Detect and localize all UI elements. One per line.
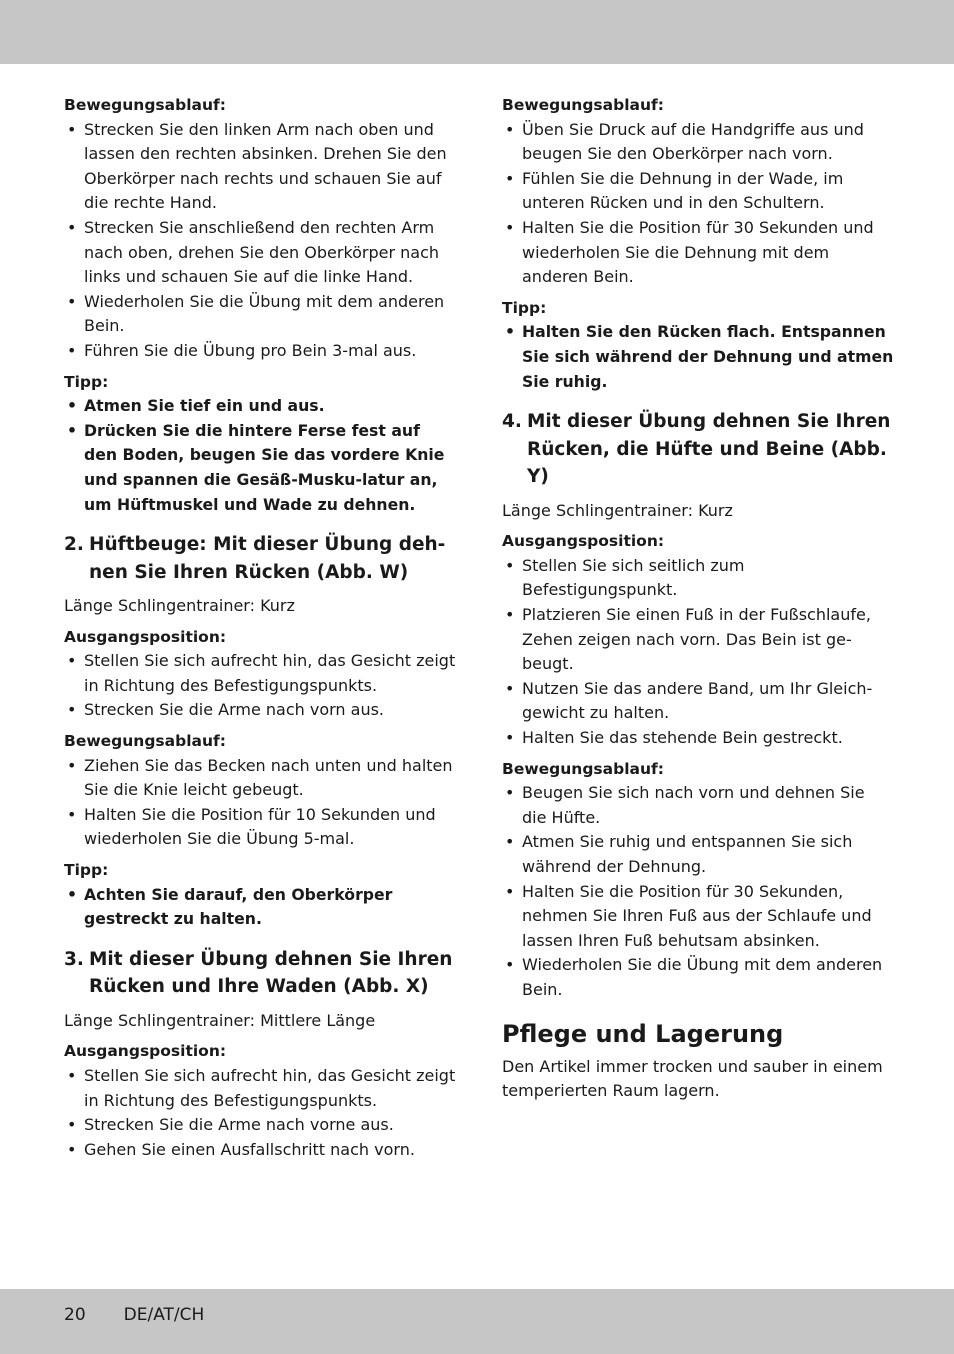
page-footer [64,1303,204,1327]
section-heading-3 [64,946,456,1001]
right-column [502,93,894,1104]
start-position-label: Ausgangsposition: [502,532,665,551]
section-number: 2. [64,534,84,556]
start-position-label: Ausgangsposition: [64,1042,227,1061]
list-item: • Platzieren Sie einen Fuß in der Fußschlaufe, Zehen zeigen nach vorn. Das Bein ist ge-beugt. [502,603,894,677]
list-item: • Gehen Sie einen Ausfallschritt nach vorn. [64,1138,456,1163]
list-item: • Strecken Sie anschließend den rechten Arm nach oben, drehen Sie den Oberkörper nach links und schauen Sie auf die linke Hand. [64,216,456,290]
list-item: • Atmen Sie tief ein und aus. [64,394,456,419]
list-item: • Strecken Sie die Arme nach vorn aus. [64,698,456,723]
language-code: DE/AT/CH [123,1305,205,1325]
section-number: 3. [64,948,84,970]
tip-label: Tipp: [64,372,109,391]
header-band [0,0,954,64]
list-item: • Fühlen Sie die Dehnung in der Wade, im unteren Rücken und in den Schultern. [502,167,894,216]
list-item: • Atmen Sie ruhig und entspannen Sie sich während der Dehnung. [502,830,894,879]
trainer-length: Länge Schlingentrainer: Kurz [502,500,733,520]
list-item: • Beugen Sie sich nach vorn und dehnen Sie die Hüfte. [502,781,894,830]
movement-list [502,781,894,1002]
tip-list [64,394,456,517]
list-item: • Stellen Sie sich aufrecht hin, das Gesicht zeigt in Richtung des Befestigungspunkts. [64,649,456,698]
trainer-length: Länge Schlingentrainer: Mittlere Länge [64,1010,376,1030]
list-item: • Halten Sie die Position für 10 Sekunden und wiederholen Sie die Übung 5-mal. [64,803,456,852]
trainer-length: Länge Schlingentrainer: Kurz [64,596,295,616]
list-item: • Stellen Sie sich seitlich zum Befestigungspunkt. [502,554,894,603]
list-item: • Wiederholen Sie die Übung mit dem anderen Bein. [502,953,894,1002]
tip-list [502,320,894,394]
movement-list [64,118,456,364]
list-item: • Stellen Sie sich aufrecht hin, das Gesicht zeigt in Richtung des Befestigungspunkts. [64,1064,456,1113]
section-title: Hüftbeuge: Mit dieser Übung deh-nen Sie Ihren Rücken (Abb. W) [89,534,446,583]
list-item: • Halten Sie die Position für 30 Sekunden und wiederholen Sie die Dehnung mit dem anderen Bein. [502,216,894,290]
list-item: • Halten Sie den Rücken flach. Entspannen Sie sich während der Dehnung und atmen Sie ruhig. [502,320,894,394]
movement-label: Bewegungsablauf: [502,759,664,778]
movement-label: Bewegungsablauf: [64,732,226,751]
section-number: 4. [502,411,522,433]
section-heading-4 [502,408,894,491]
movement-list [64,754,456,852]
care-text: Den Artikel immer trocken und sauber in einem temperierten Raum lagern. [502,1056,883,1101]
movement-label: Bewegungsablauf: [502,96,664,114]
page-number: 20 [64,1305,86,1325]
list-item: • Halten Sie die Position für 30 Sekunden, nehmen Sie Ihren Fuß aus der Schlaufe und lassen Ihren Fuß behutsam absinken. [502,880,894,954]
movement-list [502,118,894,290]
tip-label: Tipp: [64,861,109,880]
section-title: Mit dieser Übung dehnen Sie Ihren Rücken und Ihre Waden (Abb. X) [89,948,453,998]
tip-label: Tipp: [502,298,547,317]
tip-list [64,883,456,932]
list-item: • Drücken Sie die hintere Ferse fest auf den Boden, beugen Sie das vordere Knie und spannen die Gesäß-Musku-latur an, um Hüftmuskel und Wade zu dehnen. [64,419,456,517]
movement-label: Bewegungsablauf: [64,96,226,114]
list-item: • Achten Sie darauf, den Oberkörper gestreckt zu halten. [64,883,456,932]
start-position-list [64,1064,456,1162]
list-item: • Wiederholen Sie die Übung mit dem anderen Bein. [64,290,456,339]
list-item: • Ziehen Sie das Becken nach unten und halten Sie die Knie leicht gebeugt. [64,754,456,803]
section-title: Mit dieser Übung dehnen Sie Ihren Rücken, die Hüfte und Beine (Abb. Y) [527,411,891,488]
start-position-list [64,649,456,723]
list-item: • Führen Sie die Übung pro Bein 3-mal aus. [64,339,456,364]
start-position-label: Ausgangsposition: [64,627,227,646]
section-heading-2 [64,531,456,586]
list-item: • Halten Sie das stehende Bein gestreckt. [502,726,894,751]
start-position-list [502,554,894,751]
list-item: • Nutzen Sie das andere Band, um Ihr Gleich-gewicht zu halten. [502,677,894,726]
list-item: • Üben Sie Druck auf die Handgriffe aus und beugen Sie den Oberkörper nach vorn. [502,118,894,167]
left-column [64,93,456,1162]
list-item: • Strecken Sie den linken Arm nach oben und lassen den rechten absinken. Drehen Sie den Oberkörper nach rechts und schauen Sie auf die rechte Hand. [64,118,456,216]
list-item: • Strecken Sie die Arme nach vorne aus. [64,1113,456,1138]
care-heading: Pflege und Lagerung [502,1019,784,1048]
